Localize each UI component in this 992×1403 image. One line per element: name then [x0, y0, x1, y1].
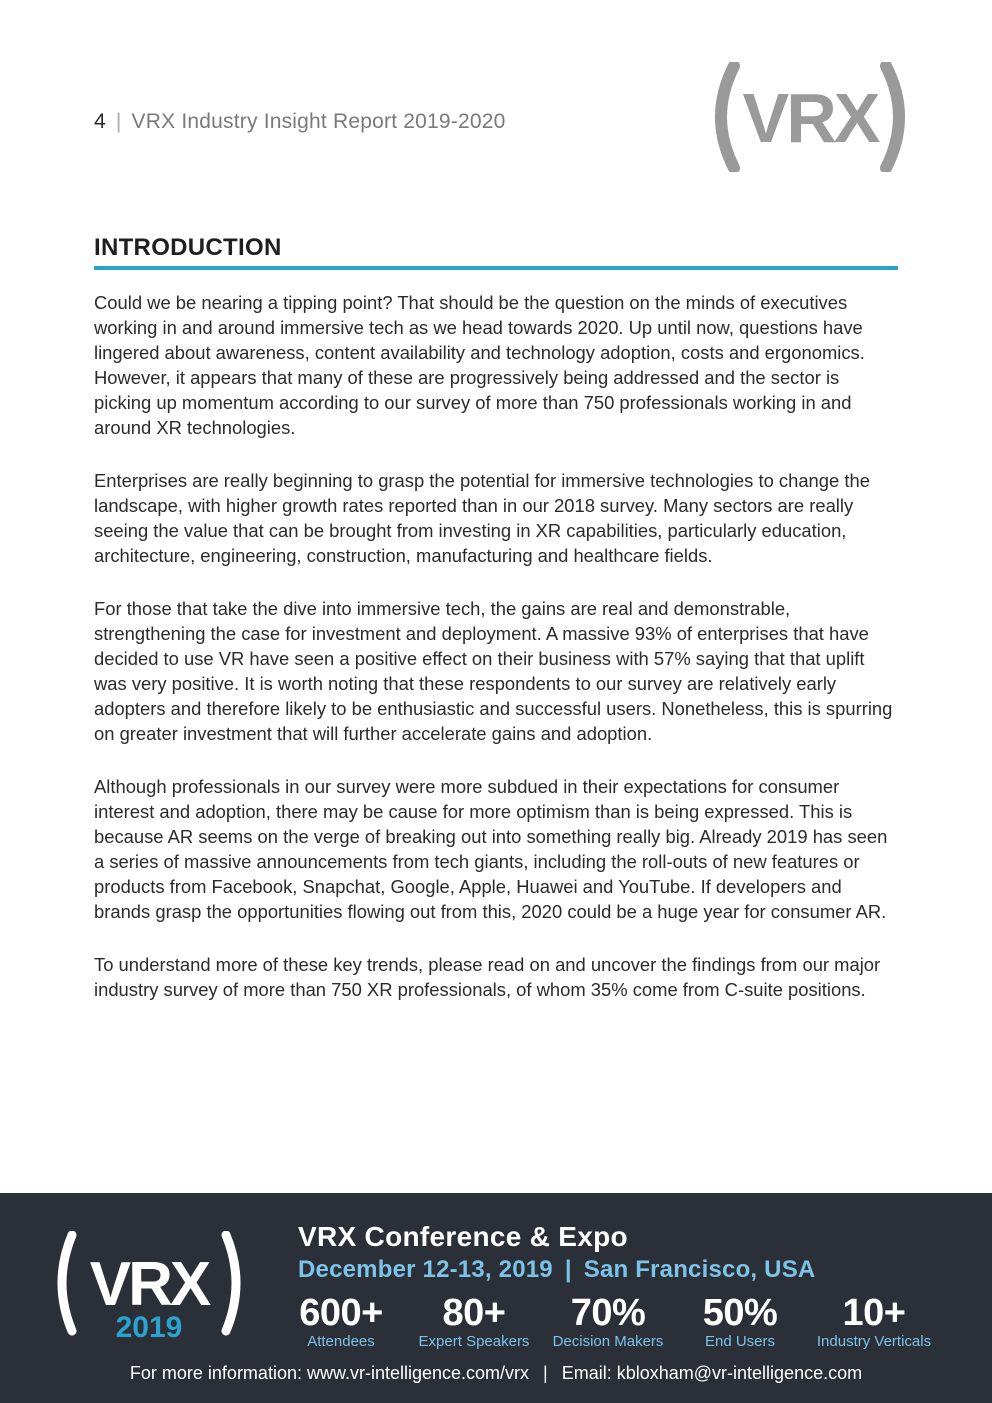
- report-title: VRX Industry Insight Report 2019-2020: [131, 110, 506, 133]
- logo-left-paren-icon: [721, 66, 734, 168]
- logo-year: 2019: [115, 1311, 183, 1341]
- stat-speakers: [410, 1293, 538, 1351]
- paragraph: To understand more of these key trends, please read on and uncover the findings from our major industry survey of more than 750 XR professionals, of whom 35% come from C-suite positions.: [94, 954, 881, 1000]
- paragraph: Although professionals in our survey were more subdued in their expectations for consumer interest and adoption, there may be cause for more optimism than is being expressed. This is because AR seems on the verge of breaking out into something really big. Already 2019 has seen a series of massive announcements from tech giants, including the roll-outs of new features or products from Facebook, Snapchat, Google, Apple, Huawei and YouTube. If developers and brands grasp the opportunities flowing out from this, 2020 could be a huge year for consumer AR.: [94, 776, 888, 922]
- conference-banner: [0, 1193, 992, 1403]
- logo-right-paren-icon: [226, 1235, 236, 1331]
- paragraph: For those that take the dive into immersive tech, the gains are real and demonstrable, strengthening the case for investment and deployment. A massive 93% of enterprises that have decided to use VR have seen a positive effect on their business with 57% saying that that uplift was very positive. It is worth noting that these respondents to our survey are relatively early adopters and therefore likely to be enthusiastic and successful users. Nonetheless, this is spurring on greater investment that will further accelerate gains and adoption.: [94, 598, 893, 744]
- conference-location: San Francisco, USA: [583, 1256, 816, 1283]
- contact-line: [0, 1363, 992, 1384]
- conference-dates: December 12-13, 2019: [298, 1256, 553, 1283]
- stat-attendees: [285, 1293, 397, 1351]
- logo-text: VRX: [742, 79, 878, 157]
- stat-industry-verticals: [806, 1293, 942, 1351]
- stat-label: Decision Makers: [552, 1333, 664, 1350]
- stat-end-users: [684, 1293, 796, 1351]
- section-title: INTRODUCTION: [94, 234, 898, 270]
- email-link[interactable]: Email: kbloxham@vr-intelligence.com: [561, 1363, 863, 1383]
- info-link[interactable]: For more information: www.vr-intelligence.com/vrx: [129, 1363, 530, 1383]
- stat-value: 50%: [702, 1292, 778, 1334]
- conference-title: VRX Conference & Expo: [298, 1221, 628, 1252]
- details-separator: |: [564, 1256, 572, 1283]
- contact-separator: |: [543, 1363, 548, 1383]
- stat-label: Attendees: [307, 1333, 375, 1350]
- body-text: [94, 290, 900, 1030]
- stat-decision-makers: [544, 1293, 672, 1351]
- paragraph: Enterprises are really beginning to grasp the potential for immersive technologies to change the landscape, with higher growth rates reported than in our 2018 survey. Many sectors are really seeing the value that can be brought from investing in XR capabilities, particularly education, architecture, engineering, construction, manufacturing and healthcare fields.: [94, 470, 870, 566]
- stat-value: 600+: [299, 1292, 383, 1334]
- stat-value: 10+: [842, 1292, 906, 1334]
- vrx-logo: [704, 62, 916, 172]
- stat-label: Expert Speakers: [418, 1333, 530, 1350]
- vrx-2019-logo: [50, 1231, 248, 1341]
- logo-left-paren-icon: [62, 1235, 72, 1331]
- stat-value: 80+: [442, 1292, 506, 1334]
- stat-value: 70%: [570, 1292, 646, 1334]
- stat-label: Industry Verticals: [816, 1333, 932, 1350]
- page-number: 4: [94, 110, 106, 133]
- page-header: [94, 110, 506, 134]
- logo-right-paren-icon: [886, 66, 899, 168]
- stat-label: End Users: [704, 1333, 776, 1350]
- conference-details: [298, 1256, 815, 1284]
- paragraph: Could we be nearing a tipping point? That should be the question on the minds of executives working in and around immersive tech as we head towards 2020. Up until now, questions have lingered about awareness, content availability and technology adoption, costs and ergonomics. However, it appears that many of these are progressively being addressed and the sector is picking up momentum according to our survey of more than 750 professionals working in and around XR technologies.: [94, 292, 865, 438]
- logo-text: VRX: [89, 1250, 209, 1319]
- header-separator: |: [115, 110, 122, 133]
